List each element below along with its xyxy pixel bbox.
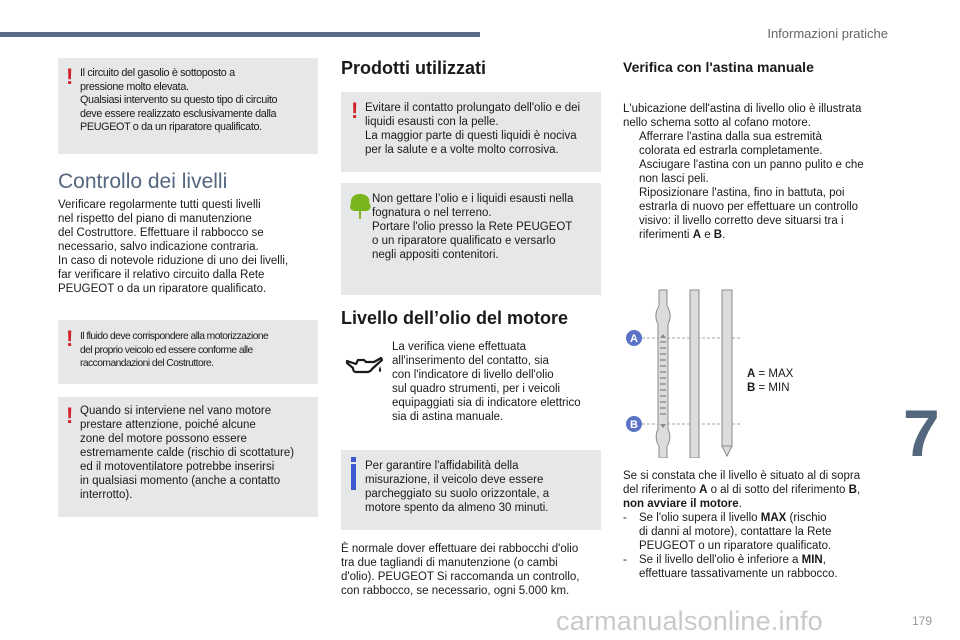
info-icon	[351, 464, 356, 490]
info-box-measurement: Per garantire l'affidabilità della misurazione, il veicolo deve essere parcheggiato su suolo orizzontale, a motore spento da almeno 30 minuti.	[341, 450, 601, 530]
warning-box-oil-contact: ! Evitare il contatto prolungato dell'olio e dei liquidi esausti con la pelle. La maggior parte di questi liquidi è nociva per la salute e a volte molto corrosiva.	[341, 92, 601, 172]
watermark: carmanualsonline.info	[556, 606, 823, 636]
marker-a	[626, 330, 642, 346]
level-conditions: Se si constata che il livello è situato al di sopra del riferimento A o al di sotto del riferimento B, non avviare il motore. - Se l'olio supera il livello MAX (rischio di danni al motore), contattare la Rete PEUGEOT o un riparatore qualificato. - Se il livello dell'olio è inferiore a MIN, effettuare tassativamente un rabbocco.	[623, 469, 898, 581]
chapter-number: 7	[903, 396, 940, 470]
page-number: 179	[912, 614, 933, 628]
list-item: - Se il livello dell'olio è inferiore a MIN, effettuare tassativamente un rabbocco.	[623, 554, 838, 580]
section-heading-dipstick: Verifica con l'astina manuale	[623, 59, 814, 75]
section-heading-levels: Controllo dei livelli	[58, 170, 228, 193]
topup-note: È normale dover effettuare dei rabbocchi d'olio tra due tagliandi di manutenzione (o cambi d'olio). PEUGEOT Si raccomanda un controllo, con rabbocco, se necessario, ogni 5.000 km.	[341, 543, 580, 597]
warning-icon: !	[66, 326, 74, 351]
list-item: Afferrare l'astina dalla sua estremità colorata ed estrarla completamente.	[639, 131, 823, 157]
marker-b	[626, 416, 642, 432]
dipstick-diagram	[622, 286, 747, 458]
warning-icon: !	[66, 403, 74, 428]
section-heading-oil-level: Livello dell’olio del motore	[341, 308, 569, 328]
oil-level-text: La verifica viene effettuata all'inserimento del contatto, sia con l'indicatore di livello dell'olio sul quadro strumenti, per i veicoli equipaggiati sia di indicatore elettrico sia di astina manuale.	[392, 341, 581, 423]
warning-box-fluid: ! Il fluido deve corrispondere alla motorizzazione del proprio veicolo ed essere conforme alle raccomandazioni del Costruttore.	[58, 320, 318, 384]
warning-box-fuel: ! Il circuito del gasolio è sottoposto a pressione molto elevata. Qualsiasi intervento su questo tipo di circuito deve essere realizzato esclusivamente dalla PEUGEOT o da un riparatore qualificato.	[58, 58, 318, 154]
list-item: - Se l'olio supera il livello MAX (rischio di danni al motore), contattare la Rete PEUGEOT o un riparatore qualificato.	[623, 512, 832, 552]
list-item: Riposizionare l'astina, fino in battuta, poi estrarla di nuovo per effettuare un controllo visivo: il livello corretto deve situarsi tra i riferimenti A e B.	[639, 187, 859, 241]
warning-box-engine-hot: ! Quando si interviene nel vano motore prestare attenzione, poiché alcune zone del motore possono essere estremamente calde (rischio di scottature) ed il motoventilatore potrebbe inserirsi in qualsiasi momento (anche a contatto interrotto).	[58, 397, 318, 517]
header-rule	[0, 32, 480, 37]
list-item: Asciugare l'astina con un panno pulito e che non lasci peli.	[639, 159, 864, 185]
warning-icon: !	[351, 98, 359, 123]
levels-body: Verificare regolarmente tutti questi livelli nel rispetto del piano di manutenzione del Costruttore. Effettuare il rabbocco se necessario, salvo indicazione contraria. In caso di notevole riduzione di uno dei livelli, far verificare il relativo circuito dalla Rete PEUGEOT o da un riparatore qualificato.	[58, 199, 289, 295]
dipstick-instructions: L'ubicazione dell'astina di livello olio è illustrata nello schema sotto al cofano motore. Afferrare l'astina dalla sua estremità colorata ed estrarla completamente. Asciugare l'astina con un panno pulito e che non lasci peli. Riposizionare l'astina, fino in battuta, poi estrarla di nuovo per effettuare un controllo visivo: il livello corretto deve situarsi tra i riferimenti A e B.	[623, 102, 893, 242]
oil-can-icon	[344, 355, 384, 379]
eco-box-disposal: Non gettare l’olio e i liquidi esausti nella fognatura o nel terreno. Portare l'olio presso la Rete PEUGEOT o un riparatore qualificato e versarlo negli appositi contenitori.	[341, 183, 601, 295]
section-title: Informazioni pratiche	[767, 26, 888, 41]
dipstick-legend: A = MAX B = MIN	[747, 368, 794, 394]
warning-icon: !	[66, 64, 74, 89]
svg-text:B: B	[630, 419, 638, 431]
eco-leaf-icon	[347, 191, 373, 221]
svg-text:A: A	[630, 333, 638, 345]
section-heading-products: Prodotti utilizzati	[341, 58, 486, 78]
